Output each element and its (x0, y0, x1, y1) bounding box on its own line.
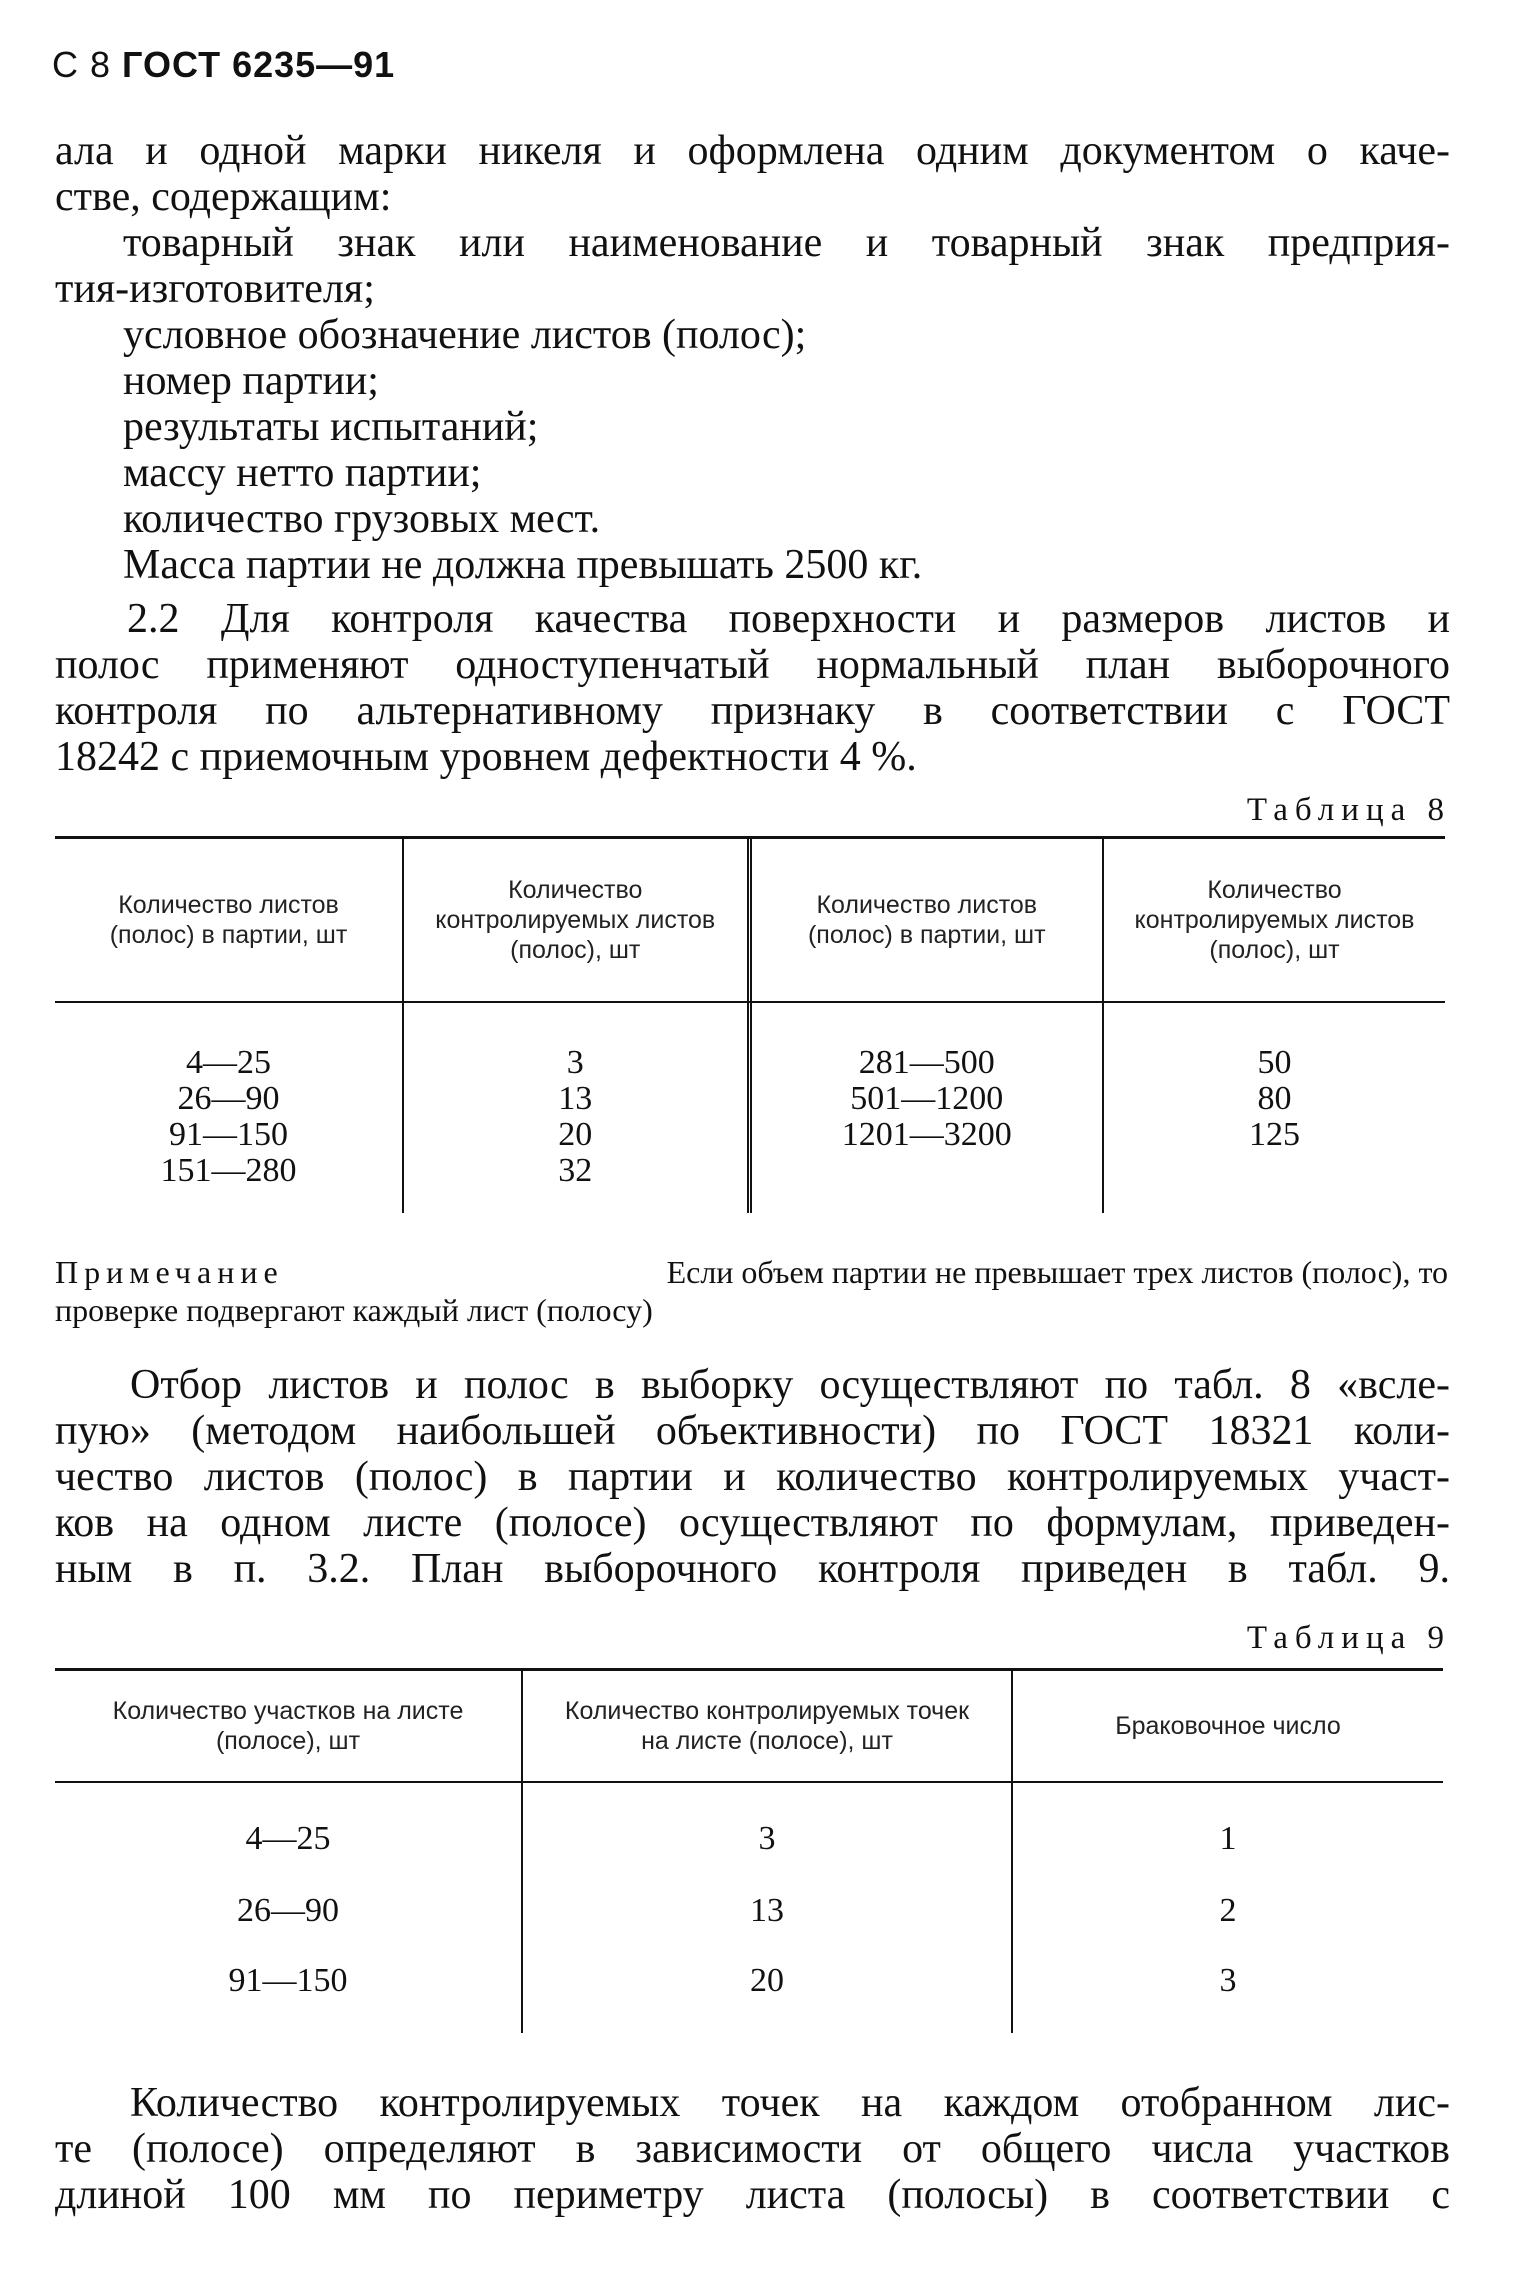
table-8-header-cell: Количество листов (полос) в партии, шт (749, 839, 1103, 1001)
text-line: 18242 с приемочным уровнем дефектности 4 %. (55, 734, 917, 780)
text-line: ала и одной марки никеля и оформлена одним документом о каче- (55, 128, 1450, 174)
page-number: С 8 (52, 44, 112, 85)
text-line: 2.2 Для контроля качества поверхности и размеров листов и (127, 596, 1450, 642)
table-8-cell: 80 (1257, 1080, 1292, 1117)
text-line: чество листов (полос) в партии и количество контролируемых участ- (55, 1454, 1450, 1500)
table-9-cell: 3 (522, 1821, 1012, 1893)
note-line: проверке подвергают каждый лист (полосу) (55, 1292, 653, 1328)
table-9-header-cell: Количество контролируемых точек на листе (полосе), шт (522, 1671, 1012, 1781)
table-9-cell: 20 (522, 1963, 1012, 2033)
text-line: Отбор листов и полос в выборку осуществляют по табл. 8 «всле- (130, 1362, 1450, 1408)
text-line: те (полосе) определяют в зависимости от общего числа участков (55, 2126, 1450, 2172)
table-9-caption: Таблица 9 (1246, 1620, 1451, 1656)
table-9 (55, 1671, 1443, 2033)
table-9-cell: 91—150 (228, 1962, 348, 1999)
table-9-header-cell: Браковочное число (1012, 1671, 1443, 1781)
table-8-header-cell: Количество контролируемых листов (полос), шт (403, 839, 749, 1001)
text-line: стве, содержащим: (55, 174, 392, 220)
paragraph-quality-document (55, 128, 1450, 588)
text-line: Количество контролируемых точек на каждом отобранном лис- (130, 2080, 1450, 2126)
table-8-cell: 13 (558, 1080, 593, 1117)
table-8-header-cell: Количество контролируемых листов (полос), шт (1103, 839, 1445, 1001)
table-9-cell: 4—25 (245, 1820, 331, 1857)
table-8-column (403, 1001, 749, 1213)
table-8-column (1103, 1001, 1445, 1213)
table-8-cell: 501—1200 (850, 1080, 1004, 1117)
table-8-cell: 32 (558, 1152, 593, 1189)
text-line: пую» (методом наибольшей объективности) по ГОСТ 18321 коли- (55, 1408, 1450, 1454)
page-header (52, 44, 395, 86)
note-label: Примечание (55, 1254, 284, 1290)
table-9-header-cell: Количество участков на листе (полосе), шт (112, 1697, 464, 1755)
table-8-cell: 151—280 (160, 1152, 297, 1189)
standard-number: ГОСТ 6235—91 (122, 44, 396, 85)
text-line: номер партии; (123, 358, 379, 404)
text-line: ков на одном листе (полосе) осуществляют по формулам, приведен- (55, 1500, 1450, 1546)
table-8-cell: 3 (566, 1044, 584, 1081)
table-9-cell: 3 (1012, 1963, 1443, 2033)
paragraph-sampling-plan (55, 596, 1450, 780)
table-8-cell: 20 (558, 1116, 593, 1153)
table-8-cell: 26—90 (177, 1080, 280, 1117)
table-row (55, 1963, 1443, 2033)
table-9-cell: 1 (1012, 1821, 1443, 1893)
table-8-cell: 1201—3200 (841, 1116, 1012, 1153)
table-8-header-cell: Количество листов (полос) в партии, шт (109, 891, 348, 949)
table-8-column (749, 1001, 1103, 1213)
table-row (55, 1821, 1443, 1893)
table-8-caption: Таблица 8 (1246, 792, 1451, 828)
table-8-note (55, 1253, 1448, 1329)
table-8 (55, 839, 1445, 1213)
text-line: ным в п. 3.2. План выборочного контроля приведен в табл. 9. (55, 1546, 1450, 1592)
table-9-cell: 2 (1012, 1893, 1443, 1963)
table-9-cell: 26—90 (237, 1892, 339, 1929)
text-line: контроля по альтернативному признаку в соответствии с ГОСТ (55, 688, 1450, 734)
text-line: условное обозначение листов (полос); (123, 312, 807, 358)
table-8-cell: 50 (1257, 1044, 1292, 1081)
text-line: массу нетто партии; (123, 450, 482, 496)
table-8-cell: 4—25 (186, 1044, 271, 1081)
text-line: полос применяют одноступенчатый нормальный план выборочного (55, 642, 1450, 688)
text-line: результаты испытаний; (123, 404, 539, 450)
table-8-cell: 125 (1249, 1116, 1300, 1153)
table-9-cell: 13 (522, 1893, 1012, 1963)
table-8-cell: 281—500 (858, 1044, 995, 1081)
paragraph-sample-selection (55, 1362, 1450, 1592)
table-8-cell: 91—150 (169, 1116, 288, 1153)
note-line: Если объем партии не превышает трех листов (полос), то (666, 1254, 1448, 1290)
table-8-column (55, 1001, 403, 1213)
paragraph-control-points (55, 2080, 1450, 2218)
text-line: количество грузовых мест. (123, 496, 601, 542)
text-line: товарный знак или наименование и товарный знак предприя- (123, 220, 1450, 266)
text-line: Масса партии не должна превышать 2500 кг. (123, 542, 923, 588)
table-row (55, 1893, 1443, 1963)
text-line: длиной 100 мм по периметру листа (полосы) в соответствии с (55, 2172, 1450, 2218)
text-line: тия-изготовителя; (55, 266, 375, 312)
